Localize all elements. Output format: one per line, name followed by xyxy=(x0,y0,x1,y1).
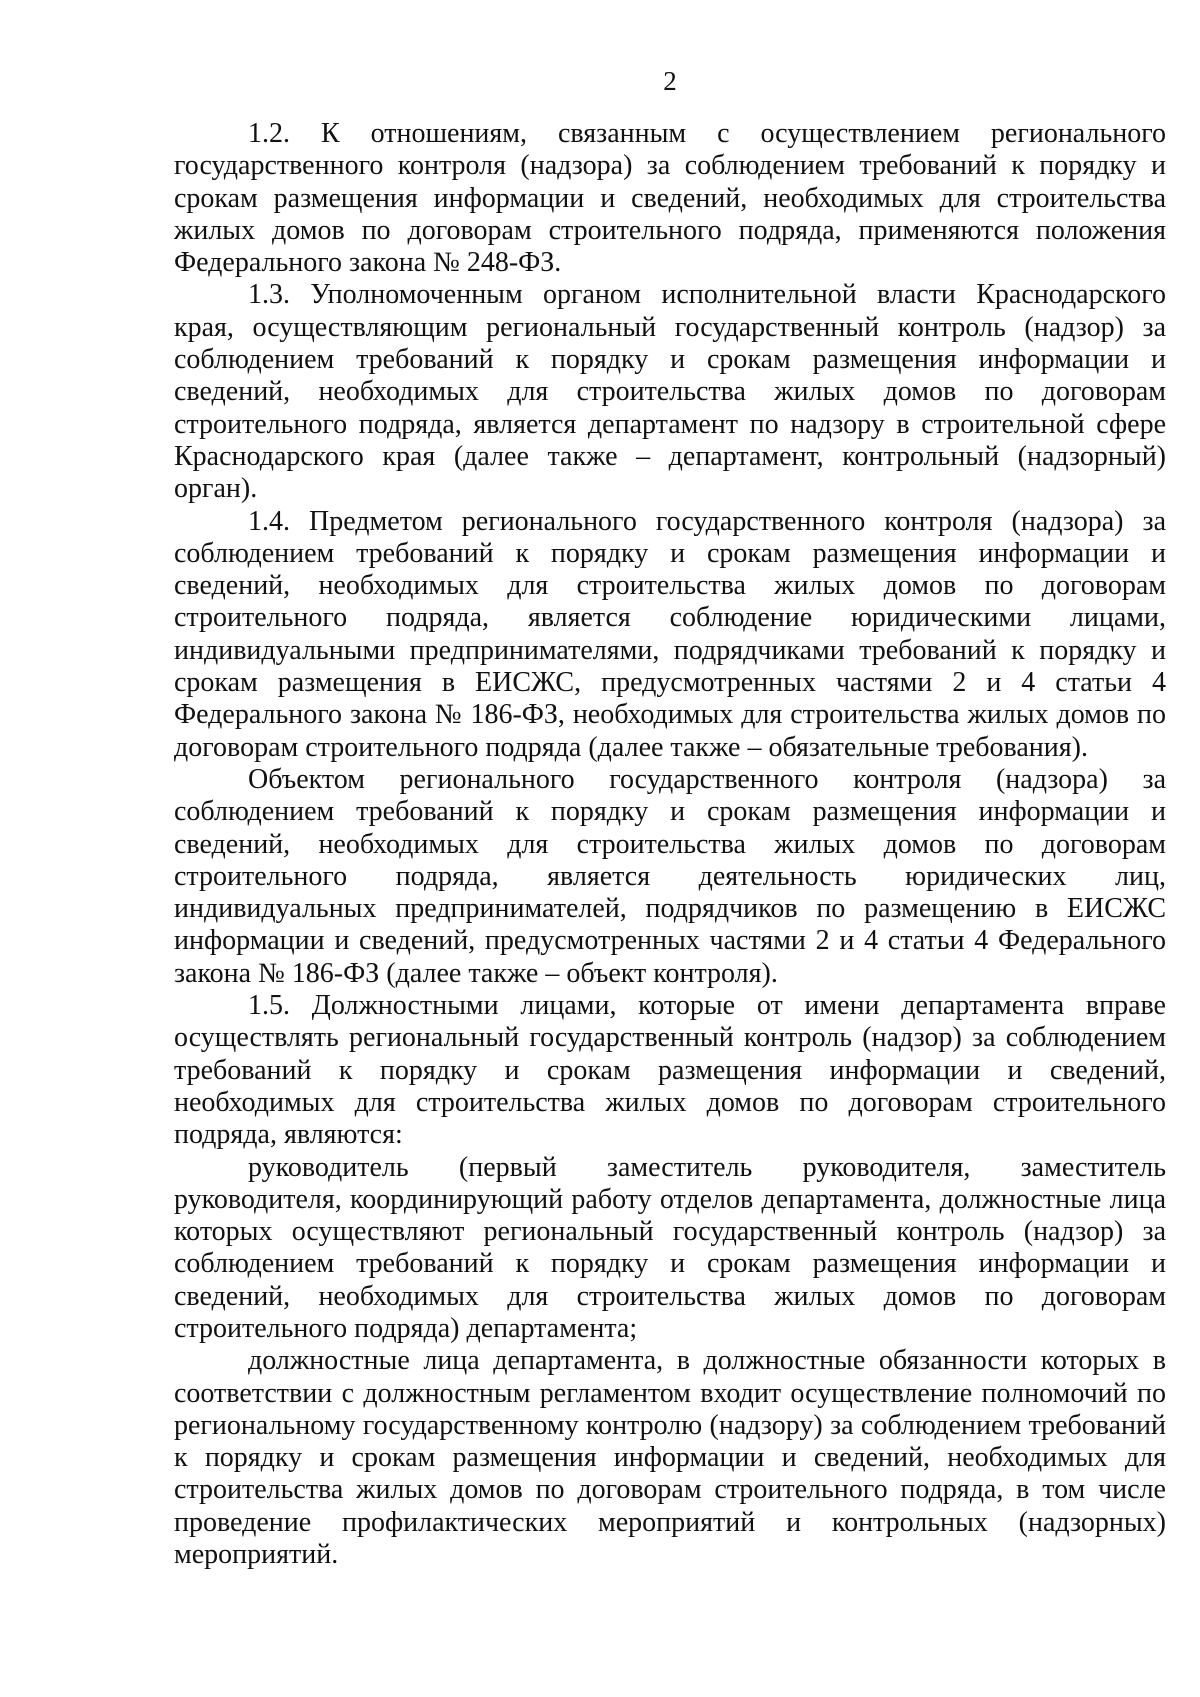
paragraph-1-5: 1.5. Должностными лицами, которые от имени департамента вправе осуществлять региональный государственный контроль (надзор) за соблюдением требований к порядку и срокам размещения информации и сведений, необходимых для строительства жилых домов по договорам строительного подряда, являются: xyxy=(174,990,1166,1151)
paragraph-object-of-control: Объектом регионального государственного контроля (надзора) за соблюдением требований к порядку и срокам размещения информации и сведений, необходимых для строительства жилых домов по договорам строительного подряда, является деятельность юридических лиц, индивидуальных предпринимателей, подрядчиков по размещению в ЕИСЖС информации и сведений, предусмотренных частями 2 и 4 статьи 4 Федерального закона № 186-ФЗ (далее также – объект контроля). xyxy=(174,763,1166,989)
page-number: 2 xyxy=(663,66,677,96)
paragraph-1-3: 1.3. Уполномоченным органом исполнительной власти Краснодарского края, осуществляющим региональный государственный контроль (надзор) за соблюдением требований к порядку и срокам размещения информации и сведений, необходимых для строительства жилых домов по договорам строительного подряда, является департамент по надзору в строительной сфере Краснодарского края (далее также – департамент, контрольный (надзорный) орган). xyxy=(174,279,1166,505)
paragraph-1-4: 1.4. Предметом регионального государственного контроля (надзора) за соблюдением требований к порядку и срокам размещения информации и сведений, необходимых для строительства жилых домов по договорам строительного подряда, является соблюдение юридическими лицами, индивидуальными предпринимателями, подрядчиками требований к порядку и срокам размещения в ЕИСЖС, предусмотренных частями 2 и 4 статьи 4 Федерального закона № 186-ФЗ, необходимых для строительства жилых домов по договорам строительного подряда (далее также – обязательные требования). xyxy=(174,505,1166,763)
paragraph-department-officials: должностные лица департамента, в должностные обязанности которых в соответствии с должностным регламентом входит осуществление полномочий по региональному государственному контролю (надзору) за соблюдением требований к порядку и срокам размещения информации и сведений, необходимых для строительства жилых домов по договорам строительного подряда, в том числе проведение профилактических мероприятий и контрольных (надзорных) мероприятий. xyxy=(174,1345,1166,1571)
paragraph-head-officials: руководитель (первый заместитель руководителя, заместитель руководителя, координирующий работу отделов департамента, должностные лица которых осуществляют региональный государственный контроль (надзор) за соблюдением требований к порядку и срокам размещения информации и сведений, необходимых для строительства жилых домов по договорам строительного подряда) департамента; xyxy=(174,1151,1166,1344)
document-body xyxy=(174,118,1166,1571)
paragraph-1-2: 1.2. К отношениям, связанным с осуществлением регионального государственного контроля (надзора) за соблюдением требований к порядку и срокам размещения информации и сведений, необходимых для строительства жилых домов по договорам строительного подряда, применяются положения Федерального закона № 248-ФЗ. xyxy=(174,118,1166,279)
